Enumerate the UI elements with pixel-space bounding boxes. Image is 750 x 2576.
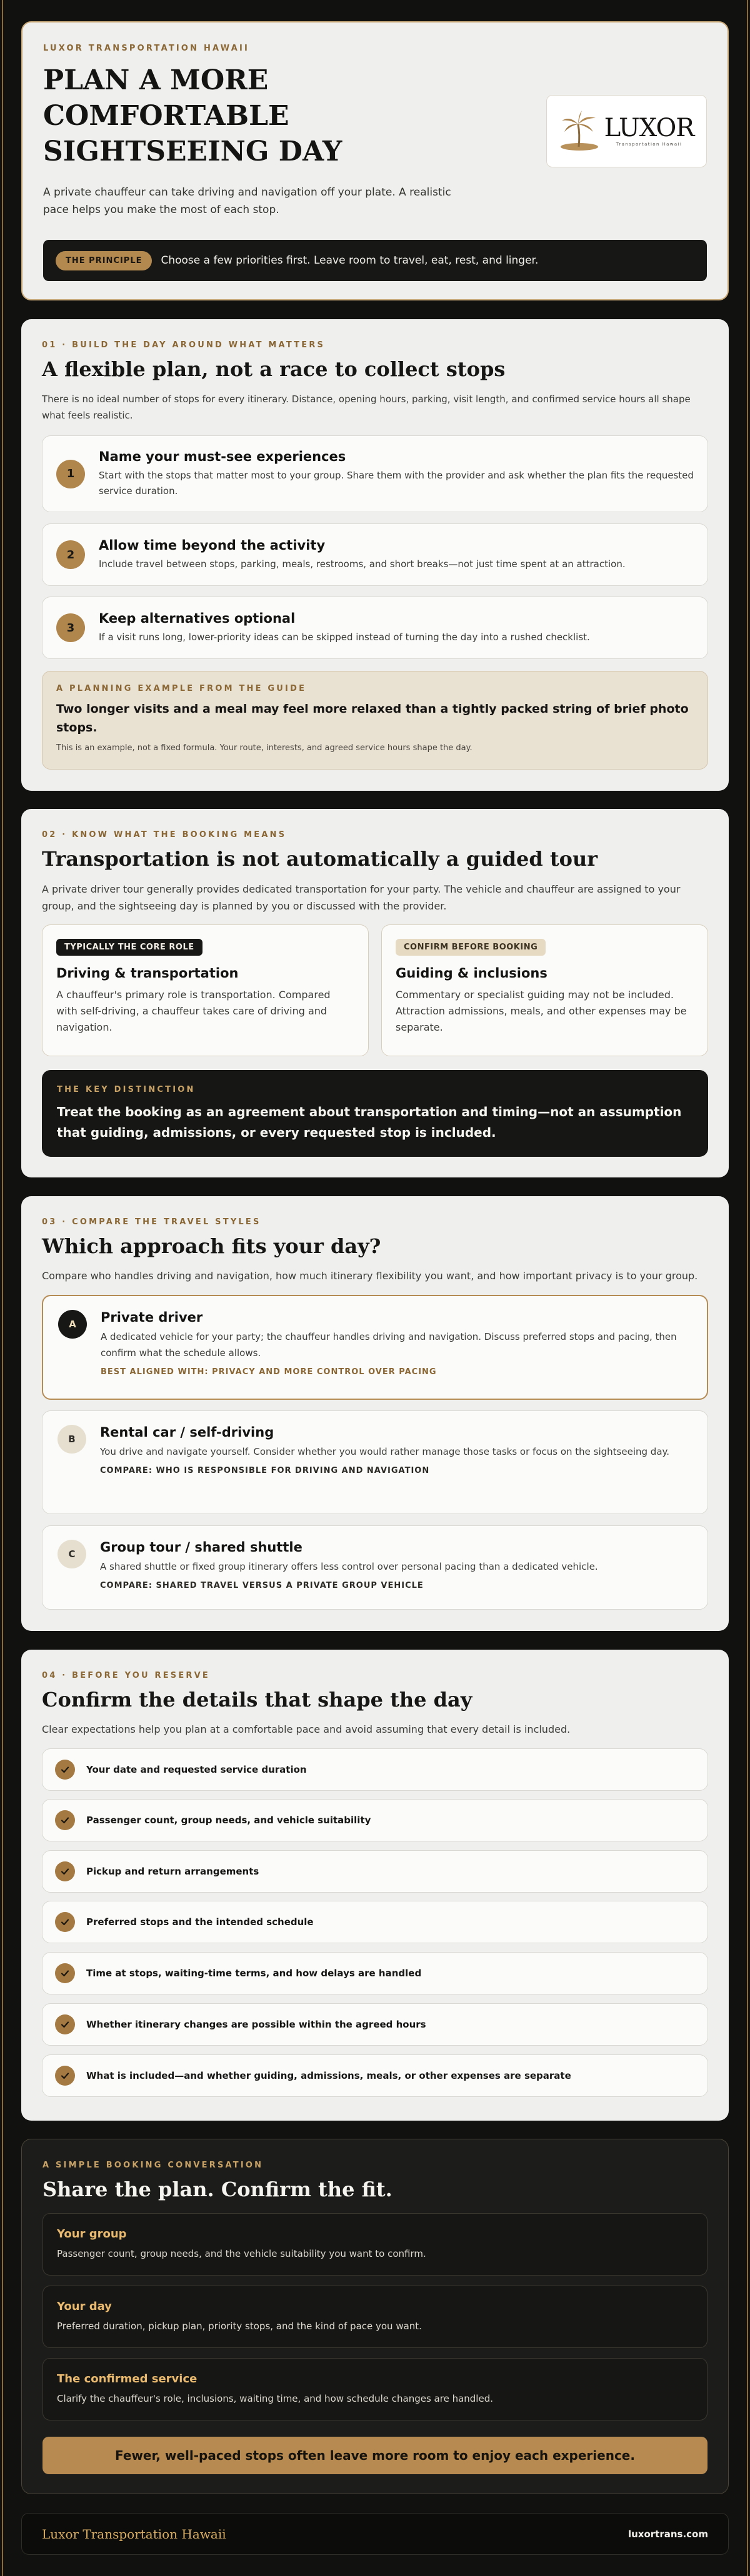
hero-title — [43, 62, 342, 169]
checkmark-icon — [55, 2066, 75, 2086]
option-body — [101, 1310, 692, 1385]
hero-eyebrow: LUXOR TRANSPORTATION HAWAII — [43, 44, 250, 53]
logo-wordmark — [604, 116, 694, 147]
key-text: Treat the booking as an agreement about transportation and timing—not an assumption that guiding, admissions, or every requested stop is included. — [57, 1104, 682, 1140]
option-body — [100, 1540, 598, 1595]
hero-card — [21, 21, 729, 300]
step-card — [42, 597, 708, 659]
checklist-item — [42, 2054, 708, 2097]
example-note: This is an example, not a fixed formula. Your route, interests, and agreed service hours shape the day. — [56, 743, 472, 753]
role-text: A chauffeur's primary role is transportation. Compared with self-driving, a chauffeur takes care of driving and navigation. — [56, 989, 331, 1033]
cta-text: Fewer, well-paced stops often leave more room to enjoy each experience. — [115, 2448, 635, 2463]
logo-subtext: Transportation Hawaii — [616, 142, 682, 147]
conversation-item — [42, 2286, 708, 2348]
option-text: A shared shuttle or fixed group itinerary offers less control over personal pacing than a dedicated vehicle. — [100, 1561, 598, 1572]
checklist-item — [42, 1850, 708, 1893]
checkmark-icon — [55, 1760, 75, 1780]
step-title: Allow time beyond the activity — [99, 537, 326, 553]
conversation-text: Preferred duration, pickup plan, priority stops, and the kind of pace you want. — [57, 2321, 422, 2332]
checkmark-icon — [55, 1861, 75, 1881]
hero-description: A private chauffeur can take driving and navigation off your plate. A realistic pace helps you make the most of each stop. — [43, 186, 451, 216]
section-title: Transportation is not automatically a guided tour — [42, 847, 598, 871]
role-badge: TYPICALLY THE CORE ROLE — [56, 939, 202, 956]
conversation-title: Your group — [57, 2227, 127, 2241]
principle-badge: THE PRINCIPLE — [56, 251, 152, 270]
conversation-title: Your day — [57, 2300, 112, 2313]
step-text: If a visit runs long, lower-priority ideas can be skipped instead of turning the day into a rushed checklist. — [99, 631, 590, 643]
checkmark-icon — [55, 1810, 75, 1830]
checklist-item — [42, 1952, 708, 1994]
example-eyebrow: A PLANNING EXAMPLE FROM THE GUIDE — [56, 684, 307, 693]
option-title: Group tour / shared shuttle — [100, 1540, 302, 1555]
section-compare-styles — [21, 1196, 729, 1631]
checklist-item — [42, 1799, 708, 1841]
option-text: You drive and navigate yourself. Consider whether you would rather manage those tasks or focus on the sightseeing day. — [100, 1446, 670, 1457]
palm-tree-icon — [559, 109, 599, 153]
option-letter: C — [58, 1540, 86, 1568]
role-title: Driving & transportation — [56, 966, 239, 981]
option-note: COMPARE: SHARED TRAVEL VERSUS A PRIVATE GROUP VEHICLE — [100, 1581, 424, 1590]
role-text: Commentary or specialist guiding may not be included. Attraction admissions, meals, and other expenses may be separate. — [396, 989, 687, 1033]
conversation-text: Passenger count, group needs, and the vehicle suitability you want to confirm. — [57, 2248, 426, 2259]
section-description: Compare who handles driving and navigation, how much itinerary flexibility you want, and how important privacy is to your group. — [42, 1270, 698, 1282]
checklist-label: Passenger count, group needs, and vehicle suitability — [86, 1815, 371, 1826]
role-card — [381, 924, 708, 1056]
footer-brand: Luxor Transportation Hawaii — [42, 2526, 226, 2542]
step-card — [42, 435, 708, 512]
step-body — [99, 611, 590, 645]
step-text: Start with the stops that matter most to your group. Share them with the provider and ask whether the plan fits the requested service duration. — [99, 469, 694, 497]
checklist-label: Whether itinerary changes are possible within the agreed hours — [86, 2019, 426, 2030]
checkmark-icon — [55, 1963, 75, 1983]
section-description: Clear expectations help you plan at a comfortable pace and avoid assuming that every detail is included. — [42, 1723, 571, 1735]
section-description: There is no ideal number of stops for every itinerary. Distance, opening hours, parking, visit length, and confirmed service hours all shape what feels realistic. — [42, 394, 691, 421]
option-note: BEST ALIGNED WITH: PRIVACY AND MORE CONTROL OVER PACING — [101, 1367, 437, 1377]
option-title: Rental car / self-driving — [100, 1425, 274, 1440]
step-number: 1 — [56, 460, 85, 488]
role-card — [42, 924, 369, 1056]
checklist-item — [42, 1748, 708, 1791]
checklist-label: Your date and requested service duration — [86, 1764, 307, 1775]
option-card[interactable] — [42, 1525, 708, 1610]
step-body — [99, 538, 626, 572]
principle-text: Choose a few priorities first. Leave room to travel, eat, rest, and linger. — [161, 254, 539, 267]
section-eyebrow: 01 · BUILD THE DAY AROUND WHAT MATTERS — [42, 340, 326, 350]
option-title: Private driver — [101, 1310, 203, 1325]
step-number: 2 — [56, 540, 85, 569]
checklist-label: Time at stops, waiting-time terms, and how delays are handled — [86, 1968, 422, 1979]
conversation-title: The confirmed service — [57, 2372, 198, 2385]
example-title: Two longer visits and a meal may feel more relaxed than a tightly packed string of brief photo stops. — [56, 702, 689, 735]
checkmark-icon — [55, 2014, 75, 2034]
principle-bar — [43, 240, 707, 281]
footer — [21, 2513, 729, 2555]
logo-text: LUXOR — [604, 114, 694, 142]
checklist-item — [42, 2003, 708, 2046]
section-eyebrow: A SIMPLE BOOKING CONVERSATION — [42, 2161, 264, 2170]
step-title: Keep alternatives optional — [99, 610, 296, 626]
step-text: Include travel between stops, parking, meals, restrooms, and short breaks—not just time spent at an attraction. — [99, 558, 626, 570]
role-badge: CONFIRM BEFORE BOOKING — [396, 939, 546, 956]
section-title: Confirm the details that shape the day — [42, 1688, 472, 1712]
step-title: Name your must-see experiences — [99, 448, 346, 464]
section-booking-conversation — [21, 2139, 729, 2494]
role-title: Guiding & inclusions — [396, 966, 548, 981]
conversation-item — [42, 2358, 708, 2420]
hero-title-line: PLAN A MORE — [43, 64, 269, 96]
step-number: 3 — [56, 613, 85, 642]
key-eyebrow: THE KEY DISTINCTION — [57, 1085, 196, 1094]
conversation-item — [42, 2213, 708, 2276]
section-eyebrow: 04 · BEFORE YOU RESERVE — [42, 1671, 210, 1680]
option-note: COMPARE: WHO IS RESPONSIBLE FOR DRIVING AND NAVIGATION — [100, 1466, 430, 1475]
hero-title-line: COMFORTABLE — [43, 100, 289, 132]
step-body — [99, 449, 694, 499]
section-eyebrow: 02 · KNOW WHAT THE BOOKING MEANS — [42, 830, 287, 840]
section-title: A flexible plan, not a race to collect stops — [42, 357, 506, 381]
footer-link[interactable]: luxortrans.com — [628, 2528, 708, 2540]
checklist-label: Preferred stops and the intended schedule — [86, 1916, 314, 1928]
option-letter: B — [58, 1425, 86, 1454]
section-before-reserve — [21, 1650, 729, 2121]
checklist-item — [42, 1901, 708, 1943]
checkmark-icon — [55, 1912, 75, 1932]
section-title: Which approach fits your day? — [42, 1234, 381, 1258]
option-text: A dedicated vehicle for your party; the chauffeur handles driving and navigation. Discuss preferred stops and pacing, then confirm what the schedule allows. — [101, 1331, 677, 1359]
option-card[interactable] — [42, 1295, 708, 1400]
option-body — [100, 1425, 669, 1500]
logo-box — [546, 95, 707, 167]
conversation-text: Clarify the chauffeur's role, inclusions, waiting time, and how schedule changes are handled. — [57, 2393, 493, 2404]
section-booking-means — [21, 809, 729, 1177]
cta-banner[interactable] — [42, 2437, 708, 2474]
hero-title-line: SIGHTSEEING DAY — [43, 136, 342, 167]
step-card — [42, 523, 708, 586]
checklist-label: Pickup and return arrangements — [86, 1866, 259, 1877]
section-title: Share the plan. Confirm the fit. — [42, 2177, 392, 2201]
key-distinction — [42, 1070, 708, 1157]
option-letter: A — [58, 1310, 87, 1339]
section-flexible-plan — [21, 319, 729, 791]
checklist-label: What is included—and whether guiding, admissions, meals, or other expenses are separate — [86, 2070, 571, 2081]
option-card[interactable] — [42, 1410, 708, 1514]
section-eyebrow: 03 · COMPARE THE TRAVEL STYLES — [42, 1217, 261, 1227]
section-description: A private driver tour generally provides dedicated transportation for your party. The vehicle and chauffeur are assigned to your group, and the sightseeing day is planned by you or discussed with the provider. — [42, 883, 681, 912]
planning-example — [42, 671, 708, 770]
